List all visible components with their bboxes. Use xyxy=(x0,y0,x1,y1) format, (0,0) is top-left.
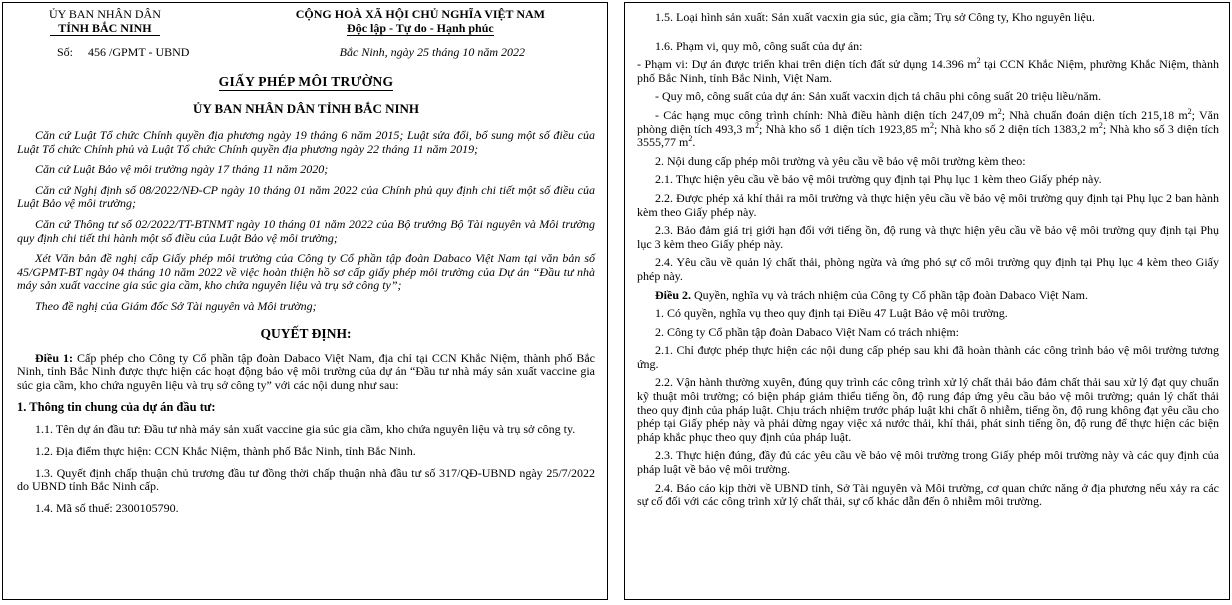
works-text: ; Nhà kho số 3 diện tích 3555,77 m xyxy=(637,121,1220,150)
issuer-title: ỦY BAN NHÂN DÂN TỈNH BẮC NINH xyxy=(192,101,420,116)
item-2-1: 2.1. Thực hiện yêu cầu về bảo vệ môi trường quy định tại Phụ lục 1 kèm theo Giấy phép này. xyxy=(655,172,1102,187)
unit-superscript: 2 xyxy=(688,134,693,144)
preamble-clause: Căn cứ Luật Bảo vệ môi trường ngày 17 tháng 11 năm 2020; xyxy=(35,162,329,177)
item-2-4: 2.4. Yêu cầu về quản lý chất thải, phòng ngừa và ứng phó sự cố môi trường quy định tại Phụ lục 4 kèm theo Giấy phép này. xyxy=(637,255,1219,283)
works-paragraph xyxy=(637,106,1220,150)
preamble-clause: Xét Văn bản đề nghị cấp Giấy phép môi trường của Công ty Cổ phần tập đoàn Dabaco Việt Nam tại văn bản số 45/GPMT-BT ngày 04 tháng 10 năm 2022 về việc hoàn thiện hồ sơ cấp giấy phép môi trường của Dự án “Đầu tư nhà máy sản xuất vaccine gia súc gia cầm, kho chứa nguyên liệu và trụ sở công ty”; xyxy=(17,251,595,293)
article-2-label: Điều 2. xyxy=(655,287,691,302)
article-1-text: Cấp phép cho Công ty Cổ phần tập đoàn Dabaco Việt Nam, địa chỉ tại CCN Khắc Niệm, thành phố Bắc Ninh, tỉnh Bắc Ninh được thực hiện các hoạt động bảo vệ môi trường của dự án “Đầu tư nhà máy sản xuất vaccine gia súc gia cầm, kho chứa nguyên liệu và trụ sở công ty” với các nội dung như sau: xyxy=(17,350,595,392)
permit-page-1 xyxy=(2,2,608,600)
info-item: 1.3. Quyết định chấp thuận chủ trương đầu tư đồng thời chấp thuận nhà đầu tư số 317/QĐ-UBND ngày 25/7/2022 do UBND tỉnh Bắc Ninh cấp. xyxy=(17,465,595,494)
document-header xyxy=(17,7,595,36)
works-text: ; Văn phòng diện tích 493,3 m xyxy=(637,107,1220,136)
authority-name: ỦY BAN NHÂN DÂN xyxy=(49,7,161,21)
responsibility-2-3: 2.3. Thực hiện đúng, đầy đủ các yêu cầu về bảo vệ môi trường trong Giấy phép môi trường này và các quy định của pháp luật về bảo vệ môi trường. xyxy=(637,448,1219,477)
scope-text: - Phạm vi: Dự án được triển khai trên diện tích đất sử dụng 14.396 m xyxy=(637,57,977,72)
works-text: . xyxy=(692,135,696,150)
document-number: Số: 456 /GPMT - UBND xyxy=(57,45,190,59)
unit-superscript: 2 xyxy=(929,120,934,130)
item-2-3: 2.3. Bảo đảm giá trị giới hạn đối với tiếng ồn, độ rung và thực hiện yêu cầu về bảo vệ môi trường quy định tại Phụ lục 3 kèm theo Giấy phép này. xyxy=(637,223,1219,251)
scope-paragraph xyxy=(637,58,1219,85)
article-2-text: Quyền, nghĩa vụ và trách nhiệm của Công ty Cổ phần tập đoàn Dabaco Việt Nam. xyxy=(691,287,1088,302)
decision-heading: QUYẾT ĐỊNH: xyxy=(260,325,352,341)
info-item: 1.1. Tên dự án đầu tư: Đầu tư nhà máy sản xuất vaccine gia súc gia cầm, kho chứa nguyên liệu và trụ sở công ty. xyxy=(35,422,576,437)
document-meta xyxy=(17,45,595,60)
authority-province: TỈNH BẮC NINH xyxy=(50,21,159,36)
unit-superscript: 2 xyxy=(754,120,759,130)
responsibility-2-1: 2.1. Chỉ được phép thực hiện các nội dung cấp phép sau khi đã hoàn thành các công trình bảo vệ môi trường tương ứng. xyxy=(637,343,1219,371)
national-slogan: Độc lập - Tự do - Hạnh phúc xyxy=(347,21,494,35)
article-1-label: Điều 1: xyxy=(35,350,74,365)
works-text: ; Nhà kho số 1 diện tích 1923,85 m xyxy=(758,121,930,136)
unit-superscript: 2 xyxy=(1187,106,1192,116)
responsibility-2-4: 2.4. Báo cáo kịp thời về UBND tỉnh, Sở Tài nguyên và Môi trường, cơ quan chức năng ở địa phương nếu xảy ra các sự cố đối với các công trình xử lý chất thải, sự cố khác dẫn đến ô nhiễm môi trường. xyxy=(637,480,1219,509)
preamble-clause: Căn cứ Thông tư số 02/2022/TT-BTNMT ngày 10 tháng 01 năm 2022 của Bộ trưởng Bộ Tài nguyên và Môi trường quy định chi tiết thi hành một số điều của Luật Bảo vệ môi trường; xyxy=(17,216,595,245)
scope-text-cont: tại CCN Khắc Niệm, phường Khắc Niệm, thành phố Bắc Ninh, tỉnh Bắc Ninh, Việt Nam. xyxy=(637,57,1219,85)
item-1-5: 1.5. Loại hình sản xuất: Sản xuất vacxin gia súc, gia cầm; Trụ sở Công ty, Kho nguyên liệu. xyxy=(655,10,1095,24)
article-2-clause-1: 1. Có quyền, nghĩa vụ theo quy định tại Điều 47 Luật Bảo vệ môi trường. xyxy=(655,306,1008,321)
info-item: 1.4. Mã số thuế: 2300105790. xyxy=(35,500,179,515)
document-title: GIẤY PHÉP MÔI TRƯỜNG xyxy=(218,74,394,89)
works-text: ; Nhà kho số 2 diện tích 1383,2 m xyxy=(933,121,1099,136)
section-2-heading: 2. Nội dung cấp phép môi trường và yêu cầu về bảo vệ môi trường kèm theo: xyxy=(655,153,1026,168)
preamble-clause: Căn cứ Nghị định số 08/2022/NĐ-CP ngày 10 tháng 01 năm 2022 của Chính phủ quy định chi tiết một số điều của Luật Bảo vệ môi trường; xyxy=(17,182,595,211)
responsibility-2-2: 2.2. Vận hành thường xuyên, đúng quy trình các công trình xử lý chất thải bảo đảm chất thải sau xử lý đạt quy chuẩn kỹ thuật môi trường; có biện pháp giảm thiểu tiếng ồn, độ rung đáp ứng yêu cầu bảo vệ môi trường; quản lý chất thải theo quy định của pháp luật. Chịu trách nhiệm trước pháp luật khi chất ô nhiễm, tiếng ồn, độ rung không đạt yêu cầu cho phép tại Giấy phép này và phải dừng ngay việc xả nước thải, khí thải, phát sinh tiếng ồn, độ rung để thực hiện các biện pháp khắc phục theo quy định của pháp luật. xyxy=(637,375,1219,444)
article-1 xyxy=(17,352,595,393)
works-text: - Các hạng mục công trình chính: Nhà điều hành diện tích 247,09 m xyxy=(655,107,998,122)
unit-superscript: 2 xyxy=(1098,120,1103,130)
permit-page-2 xyxy=(624,2,1230,600)
unit-superscript: 2 xyxy=(997,106,1002,116)
document-date: Bắc Ninh, ngày 25 tháng 10 năm 2022 xyxy=(339,45,525,59)
issuing-authority xyxy=(49,7,161,36)
unit-superscript: 2 xyxy=(976,56,981,66)
article-2-clause-2: 2. Công ty Cổ phần tập đoàn Dabaco Việt Nam có trách nhiệm: xyxy=(655,324,959,339)
article-2 xyxy=(637,289,1219,303)
section-1-heading: 1. Thông tin chung của dự án đầu tư: xyxy=(17,400,216,415)
national-motto xyxy=(296,7,545,36)
item-2-2: 2.2. Được phép xả khí thải ra môi trường và thực hiện yêu cầu về bảo vệ môi trường quy định tại Phụ lục 2 ban hành kèm theo Giấy phép này. xyxy=(637,190,1219,219)
info-item: 1.2. Địa điểm thực hiện: CCN Khắc Niệm, thành phố Bắc Ninh, tỉnh Bắc Ninh. xyxy=(35,443,416,458)
works-text: ; Nhà chuẩn đoán diện tích 215,18 m xyxy=(1001,107,1188,122)
preamble-clause: Theo đề nghị của Giám đốc Sở Tài nguyên và Môi trường; xyxy=(35,298,317,313)
item-1-6: 1.6. Phạm vi, quy mô, công suất của dự án: xyxy=(655,38,863,53)
preamble-clause: Căn cứ Luật Tổ chức Chính quyền địa phương ngày 19 tháng 6 năm 2015; Luật sửa đổi, bổ sung một số điều của Luật Tổ chức Chính phủ và Luật Tổ chức Chính quyền địa phương ngày 22 tháng 11 năm 2019; xyxy=(17,128,595,156)
capacity-paragraph: - Quy mô, công suất của dự án: Sản xuất vacxin dịch tả châu phi công suất 20 triệu liều/năm. xyxy=(655,89,1102,104)
national-title: CỘNG HOÀ XÃ HỘI CHỦ NGHĨA VIỆT NAM xyxy=(295,7,545,21)
